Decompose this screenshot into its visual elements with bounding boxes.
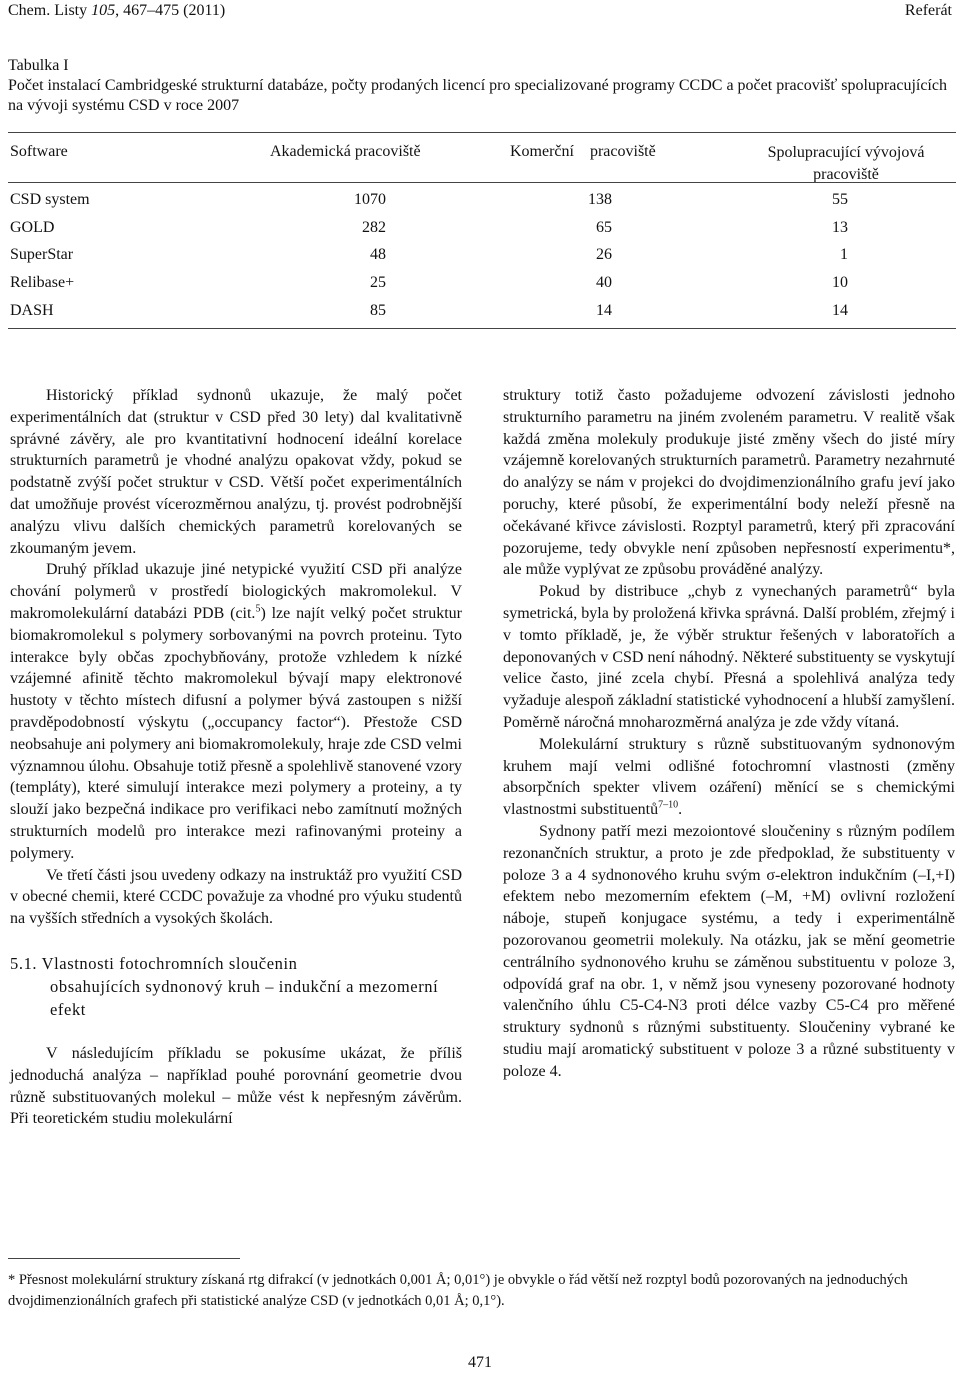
- right-column: [503, 385, 955, 1083]
- footnote: * Přesnost molekulární struktury získaná rtg difrakcí (v jednotkách 0,001 Å; 0,01°) je obvykle o řád větší než rozptyl bodů pozorovaných na jednoduchých dvojdimenzionálních grafech při statistické analýze CSD (v jednotkách 0,01 Å; 0,1°).: [8, 1272, 908, 1309]
- running-header: [8, 0, 952, 22]
- paragraph: Ve třetí části jsou uvedeny odkazy na instruktáž pro využití CSD v obecné chemii, které CCDC považuje za vhodné pro výuku studentů na vyšších středních a vysokých školách.: [10, 866, 462, 928]
- table-top-rule: [8, 132, 956, 133]
- table-1: [8, 56, 956, 319]
- header-collaborating: Spolupracující vývojová pracoviště: [767, 144, 925, 183]
- paragraph: Sydnony patří mezi mezoiontové sloučeniny s různým podílem rezonančních struktur, a proto je zde předpoklad, že substituenty v poloze 3 a 4 sydnonového kruhu svým σ-elektron indukčním (–I,+I) efektem nebo mezomerním efektem (–M, +M) ovlivní rozložení náboje, stupeň konjugace systému, a tedy i experimentálně pozorovanou geometrii molekuly. Na otázku, jak se mění geometrie centrálního sydnonového kruhu se záměnou substituentu v poloze 3, odpovídá graf na obr. 1, v němž jsou vyneseny pozorované hodnoty valenčního úhlu C5-C4-N3 proti délce vazby C5-C4 pro měřené struktury sydnonů s různými substituenty. Sloučeniny vybrané ke studiu mají aromatický substituent v poloze 3 a různé substituenty v poloze 4.: [503, 822, 955, 1080]
- section-label: Referát: [904, 2, 952, 19]
- paragraph: V následujícím příkladu se pokusíme ukázat, že příliš jednoduchá analýza – například pouhé porovnání geometrie dvou různě substituovaných molekul – může vést k nepřesným závěrům. Při teoretickém studiu molekulární: [10, 1044, 462, 1128]
- table-row: CSD system 1070 138 55: [10, 191, 848, 208]
- paragraph: Molekulární struktury s různě substituovaným sydnonovým kruhem mají velmi odlišné fotochromní vlastnosti (změny absorpčních spekter vlivem ozáření) měnící se s chemickými vlastnostmi substituentů$^{7-10}$.: [503, 735, 955, 819]
- paragraph: struktury totiž často požadujeme odvození závislosti jednoho strukturního parametru na jiném zvoleném parametru. V realitě však každá změna molekuly produkuje jisté změny všech do jisté míry vzájemně korelovaných strukturních parametrů. Parametry nezahrnuté do analýzy se nám v projekci do dvojdimenzionálního grafu jeví jako poruchy, které působí, že experimentální body neleží přesně na očekávané křivce závislosti. Rozptyl parametrů, který při zpracování pozorujeme, tedy obvykle není způsoben nepřesností experimentu*, ale může vyplývat ze způsobu prováděné analýzy.: [503, 387, 955, 579]
- table-bottom-rule: [8, 328, 956, 329]
- table-row: GOLD 282 65 13: [10, 219, 848, 236]
- footnote-rule: [8, 1258, 240, 1259]
- table-label: Tabulka I: [8, 57, 69, 74]
- paragraph: Historický příklad sydnonů ukazuje, že malý počet experimentálních dat (struktur v CSD před 30 lety) dal kvalitativně správné závěry, ale pro kvantitativní hodnocení ideální korelace strukturních parametrů je vhodné analýzu opakovat vždy, pokud se podstatně zvýší počet struktur v CSD. Větší počet experimentálních dat umožňuje provést vícerozměrnou analýzu, tj. provést podrobnější analýzu vlivu dalších chemických parametrů korelovaných se zkoumaným jevem.: [10, 387, 462, 557]
- table-header-rule: [8, 182, 956, 183]
- paragraph: Druhý příklad ukazuje jiné netypické využití CSD při analýze chování polymerů v prostředí biologických makromolekul. V makromolekulární databázi PDB (cit.$^5$) lze najít velký počet struktur biomakromolekul s polymery sorbovanými na povrch proteinu. Tyto interakce byly občas zpochybňovány, protože vzhledem k nízké vzájemné afinitě těchto makromolekul bývají mapy elektronové hustoty v těchto místech difusní a polymer bývá zastoupen s nižší pravděpodobností výskytu („occupancy factor“). Přestože CSD neobsahuje ani polymery ani biomakromolekuly, hraje zde CSD velmi významnou úlohu. Obsahuje totiž přesně a spolehlivě stanovené vzory (templáty), které simulují interakce mezi polymery a proteiny, a ty slouží jako bezpečná indikace pro verifikaci nebo zamítnutí možných strukturních modelů pro interakce mezi rafinovanými proteiny a polymery.: [10, 561, 462, 862]
- header-commercial: Komerční pracoviště: [510, 143, 656, 160]
- table-caption: Počet instalací Cambridgeské strukturní databáze, počty prodaných licencí pro specializované programy CCDC a počet pracovišť spolupracujících na vývoji systému CSD v roce 2007: [8, 77, 947, 114]
- left-column: [10, 385, 462, 1130]
- table-row: Relibase+ 25 40 10: [10, 274, 848, 291]
- table-header-row: [8, 142, 956, 183]
- header-software: Software: [10, 143, 68, 160]
- page-number: 471: [468, 1354, 492, 1371]
- table-row: DASH 85 14 14: [10, 302, 848, 319]
- paragraph: Pokud by distribuce „chyb z vynechaných parametrů“ byla symetrická, byla by proložená křivka správná. Další problém, zřejmý i v tomto příkladě, je, že výběr struktur řešených v laboratořích a deponovaných v CSD není náhodný. Některé substituenty se vyskytují velice často, jiné zcela chybí. Přesná a spolehlivá analýza tedy vyžaduje alespoň základní statistické vyhodnocení a hlubší zamyšlení. Poměrně náročná mnoharozměrná analýza je zde vždy vítaná.: [503, 583, 955, 731]
- journal-citation: Chem. Listy 105, 467–475 (2011): [8, 2, 226, 19]
- table-row: SuperStar 48 26 1: [10, 246, 848, 263]
- header-academic: Akademická pracoviště: [270, 143, 421, 160]
- section-heading: 5.1. Vlastnosti fotochromních sloučenin obsahujících sydnonový kruh – indukční a mezomerní efekt: [10, 953, 439, 1019]
